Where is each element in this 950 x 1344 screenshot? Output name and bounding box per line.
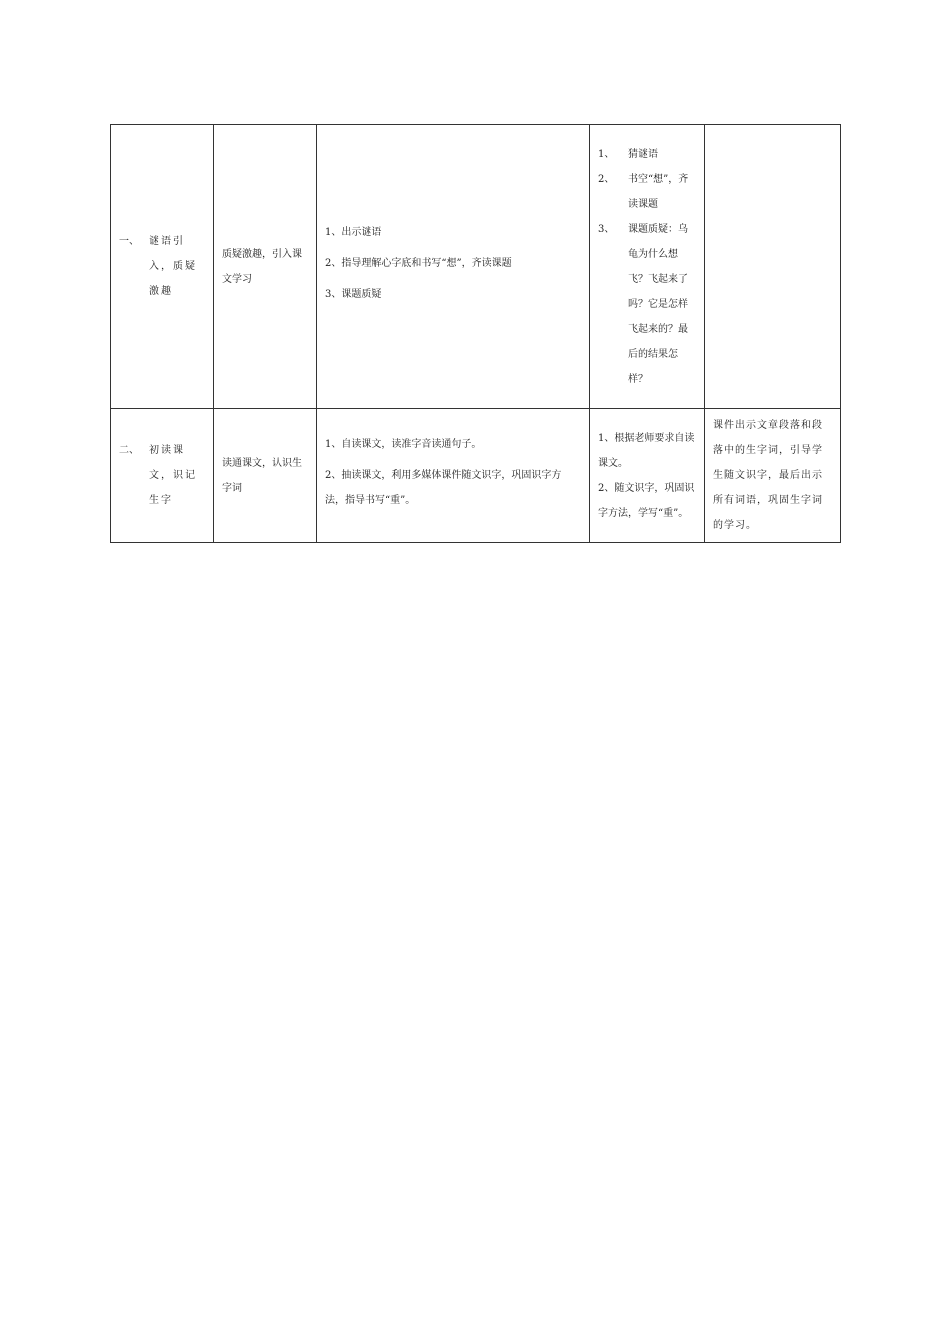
- item-text: 猜谜语: [628, 148, 658, 160]
- media-cell: [705, 125, 841, 409]
- student-activities-cell: [590, 409, 705, 543]
- item-number: 1、: [598, 148, 615, 160]
- item-number: 2、: [598, 173, 615, 185]
- teacher-activity: 2、指导理解心字底和书写“想”，齐读课题: [325, 258, 512, 269]
- stage-cell: [111, 409, 214, 543]
- goal-text: 质疑激趣，引入课文学习: [222, 248, 302, 285]
- teacher-activity: 2、抽读课文，利用多媒体课件随文识字，巩固识字方法，指导书写“重”。: [325, 470, 562, 506]
- list-item: [598, 167, 696, 217]
- student-activity: 2、随文识字，巩固识字方法，学写“重”。: [598, 482, 695, 519]
- list-item: [598, 142, 696, 167]
- media-cell: [705, 409, 841, 543]
- lesson-plan-table: [110, 124, 841, 543]
- teacher-activity: 1、出示谜语: [325, 227, 382, 238]
- stage-title: 谜语引入，质疑激趣: [149, 236, 197, 297]
- item-text: 书空“想”，齐读课题: [628, 173, 689, 210]
- list-item: [598, 217, 696, 392]
- goal-cell: [214, 125, 317, 409]
- table-row: [111, 409, 841, 543]
- table-row: [111, 125, 841, 409]
- teacher-activity: 3、课题质疑: [325, 289, 382, 300]
- teacher-activity: 1、自读课文，读准字音读通句子。: [325, 439, 482, 450]
- stage-number: 一、: [119, 236, 139, 247]
- item-number: 3、: [598, 223, 615, 235]
- stage-title: 初读课文，识记生字: [149, 445, 197, 506]
- stage-number: 二、: [119, 445, 139, 456]
- item-text: 课题质疑：乌龟为什么想飞？飞起来了吗？它是怎样飞起来的？最后的结果怎样？: [628, 223, 688, 385]
- student-activity: 1、根据老师要求自读课文。: [598, 432, 695, 469]
- teacher-activities-cell: [317, 409, 590, 543]
- goal-text: 读通课文，认识生字词: [222, 457, 302, 494]
- student-activities-cell: [590, 125, 705, 409]
- media-text: 课件出示文章段落和段落中的生字词，引导学生随文识字，最后出示所有词语，巩固生字词的学习。: [713, 420, 823, 531]
- teacher-activities-cell: [317, 125, 590, 409]
- stage-cell: [111, 125, 214, 409]
- goal-cell: [214, 409, 317, 543]
